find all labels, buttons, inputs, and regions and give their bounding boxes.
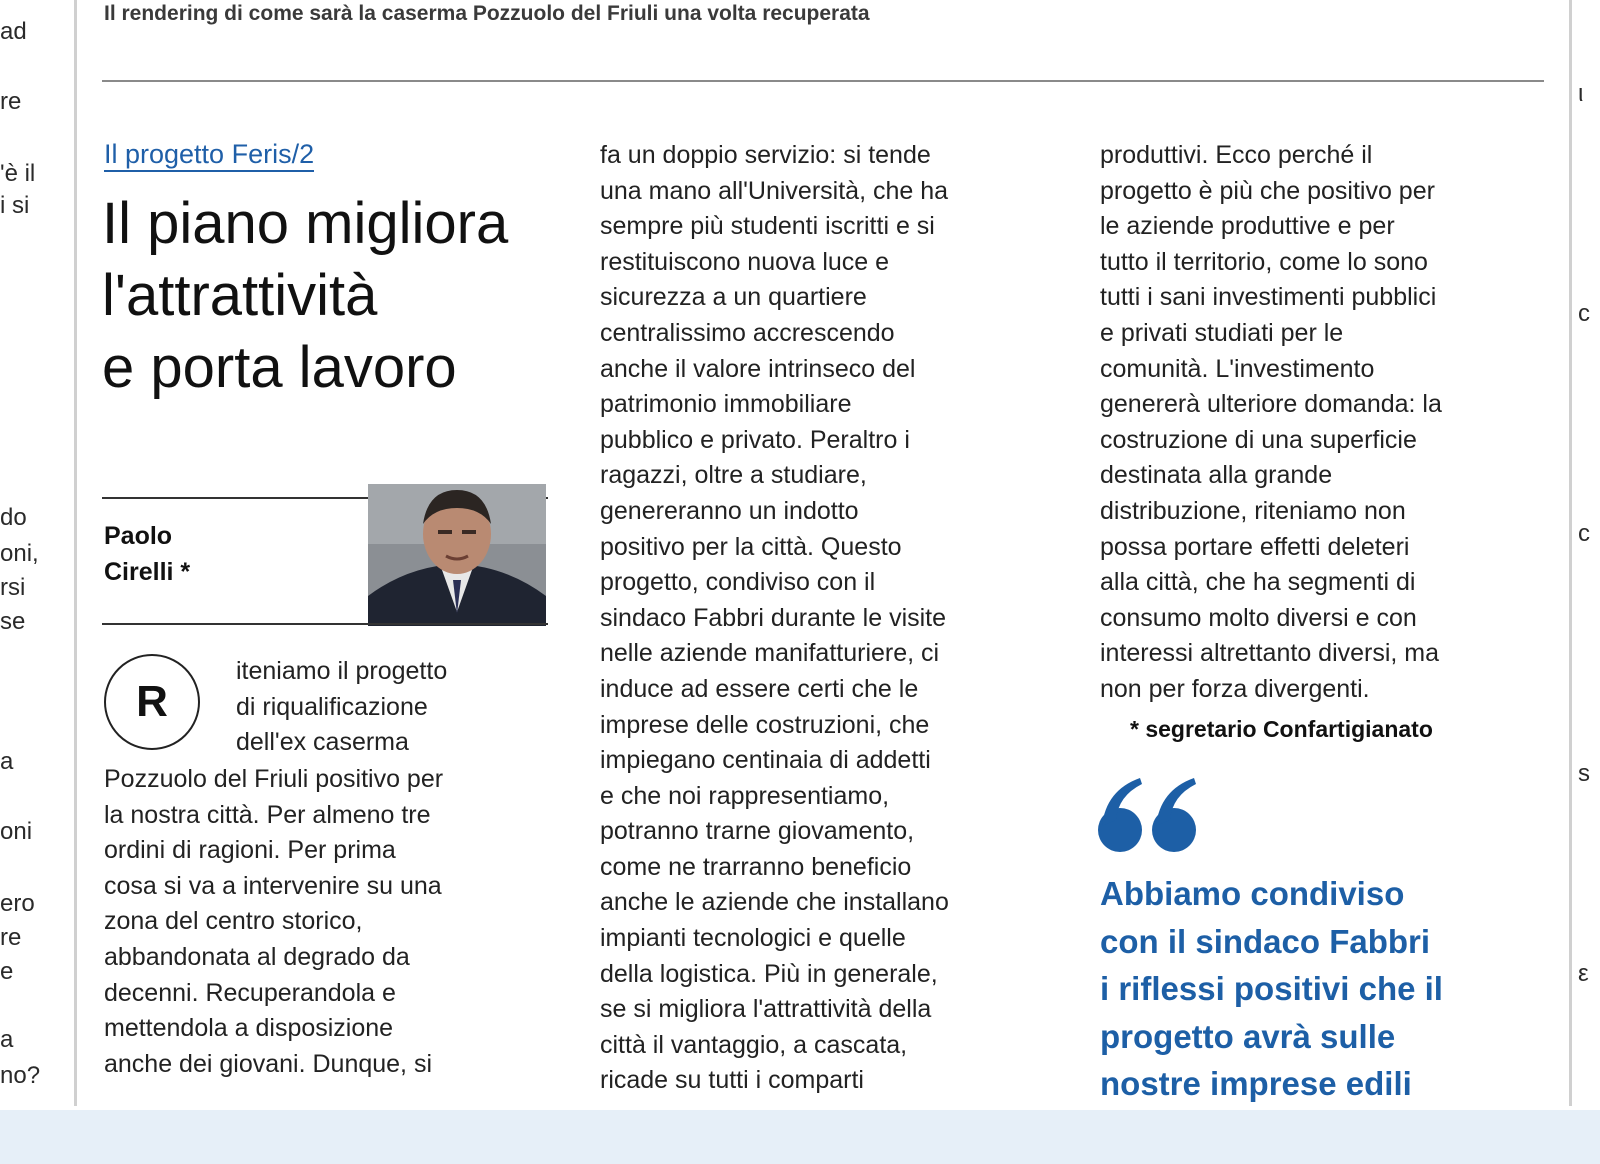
text-line: sempre più studenti iscritti e si	[600, 212, 935, 241]
text-line: sindaco Fabbri durante le visite	[600, 603, 947, 632]
text-line: possa portare effetti deleteri	[1100, 532, 1410, 561]
text-line: ragazzi, oltre a studiare,	[600, 461, 867, 490]
margin-fragment: a	[0, 748, 14, 775]
text-line: ordini di ragioni. Per prima	[104, 836, 396, 865]
text-line: sicurezza a un quartiere	[600, 283, 867, 312]
margin-fragment: ι	[1578, 80, 1584, 107]
text-line: non per forza divergenti.	[1100, 674, 1370, 703]
text-line: iteniamo il progetto	[236, 657, 448, 685]
margin-fragment: s	[1578, 760, 1590, 787]
column-3-body	[1100, 138, 1442, 708]
column-divider-right	[1569, 0, 1572, 1106]
text-line: destinata alla grande	[1100, 461, 1333, 490]
text-line: produttivi. Ecco perché il	[1100, 141, 1373, 169]
viewer-bottom-bar	[0, 1110, 1600, 1164]
headline-line: e porta lavoro	[102, 335, 457, 400]
text-line: interessi altrettanto diversi, ma	[1100, 639, 1440, 668]
pull-quote	[1100, 870, 1443, 1108]
article-headline	[102, 188, 562, 404]
text-line: positivo per la città. Questo	[600, 532, 902, 561]
author-portrait-illustration	[368, 484, 546, 626]
pull-quote-line: progetto avrà sulle	[1100, 1017, 1396, 1055]
text-line: imprese delle costruzioni, che	[600, 710, 930, 739]
author-first-name: Paolo	[104, 522, 173, 550]
margin-fragment: ε	[1578, 960, 1589, 987]
text-line: induce ad essere certi che le	[600, 674, 919, 703]
text-line: genererà ulteriore domanda: la	[1100, 390, 1442, 419]
text-line: e privati studiati per le	[1100, 318, 1344, 347]
text-line: alla città, che ha segmenti di	[1100, 568, 1416, 597]
text-line: pubblico e privato. Peraltro i	[600, 425, 910, 454]
pull-quote-line: i riflessi positivi che il	[1100, 970, 1443, 1007]
next-column-fragment	[1578, 0, 1600, 1104]
margin-fragment: e	[0, 958, 14, 985]
text-line: tutti i sani investimenti pubblici	[1100, 283, 1437, 312]
margin-fragment: a	[0, 1026, 14, 1053]
text-line: tutto il territorio, come lo sono	[1100, 247, 1428, 276]
headline-line: l'attrattività	[102, 263, 378, 328]
previous-column-fragment	[0, 0, 62, 1104]
photo-caption: Il rendering di come sarà la caserma Pozzuolo del Friuli una volta recuperata	[104, 2, 870, 25]
text-line: Pozzuolo del Friuli positivo per	[104, 765, 444, 793]
text-line: città il vantaggio, a cascata,	[600, 1030, 908, 1059]
text-line: dell'ex caserma	[236, 728, 409, 757]
margin-fragment: oni	[0, 818, 33, 845]
article-kicker[interactable]: Il progetto Feris/2	[104, 138, 314, 172]
text-line: come ne trarranno beneficio	[600, 852, 912, 881]
text-line: mettendola a disposizione	[104, 1014, 394, 1043]
text-line: zona del centro storico,	[104, 907, 363, 936]
text-line: comunità. L'investimento	[1100, 354, 1375, 383]
text-line: nelle aziende manifatturiere, ci	[600, 639, 940, 668]
section-divider	[102, 80, 1544, 82]
margin-fragment: re	[0, 88, 22, 115]
drop-cap: R	[104, 654, 200, 750]
margin-fragment: se	[0, 608, 26, 635]
margin-fragment: ad	[0, 18, 27, 45]
text-line: fa un doppio servizio: si tende	[600, 141, 931, 169]
text-line: una mano all'Università, che ha	[600, 176, 949, 205]
author-last-name: Cirelli *	[104, 558, 191, 586]
margin-fragment: re	[0, 924, 22, 951]
column-1-intro	[236, 654, 447, 761]
author-byline	[104, 518, 190, 590]
margin-fragment: c	[1578, 300, 1590, 327]
margin-fragment: i si	[0, 192, 30, 219]
text-line: anche il valore intrinseco del	[600, 354, 916, 383]
text-line: costruzione di una superficie	[1100, 425, 1417, 454]
text-line: anche le aziende che installano	[600, 888, 949, 917]
margin-fragment: c	[1578, 520, 1590, 547]
column-divider-left	[74, 0, 77, 1106]
text-line: progetto è più che positivo per	[1100, 176, 1435, 205]
text-line: potranno trarne giovamento,	[600, 817, 915, 846]
column-1-body	[104, 762, 443, 1082]
headline-line: Il piano migliora	[102, 191, 509, 256]
quote-mark-icon	[1096, 774, 1200, 854]
text-line: le aziende produttive e per	[1100, 212, 1395, 241]
margin-fragment: ero	[0, 890, 35, 917]
text-line: della logistica. Più in generale,	[600, 959, 938, 988]
text-line: la nostra città. Per almeno tre	[104, 800, 431, 829]
text-line: abbandonata al degrado da	[104, 942, 410, 971]
text-line: centralissimo accrescendo	[600, 318, 895, 347]
text-line: e che noi rappresentiamo,	[600, 781, 890, 810]
author-photo	[368, 484, 546, 626]
author-signature: * segretario Confartigianato	[1130, 716, 1433, 742]
text-line: distribuzione, riteniamo non	[1100, 496, 1406, 525]
text-line: genereranno un indotto	[600, 496, 859, 525]
text-line: patrimonio immobiliare	[600, 390, 852, 419]
pull-quote-line: con il sindaco Fabbri	[1100, 922, 1431, 960]
margin-fragment: oni,	[0, 540, 39, 567]
text-line: anche dei giovani. Dunque, si	[104, 1049, 433, 1078]
author-rule	[102, 623, 548, 625]
pull-quote-line: Abbiamo condiviso	[1100, 875, 1405, 912]
margin-fragment: no?	[0, 1062, 41, 1089]
text-line: di riqualificazione	[236, 692, 428, 721]
margin-fragment: 'è il	[0, 160, 36, 187]
text-line: impianti tecnologici e quelle	[600, 924, 906, 953]
text-line: cosa si va a intervenire su una	[104, 871, 442, 900]
text-line: ricade su tutti i comparti	[600, 1066, 864, 1095]
column-2-body	[600, 138, 949, 1099]
text-line: impiegano centinaia di addetti	[600, 746, 931, 775]
margin-fragment: do	[0, 504, 27, 531]
margin-fragment: rsi	[0, 574, 26, 601]
text-line: restituiscono nuova luce e	[600, 247, 890, 276]
text-line: consumo molto diversi e con	[1100, 603, 1417, 632]
text-line: decenni. Recuperandola e	[104, 978, 396, 1007]
text-line: se si migliora l'attrattività della	[600, 995, 932, 1024]
pull-quote-line: nostre imprese edili	[1100, 1065, 1412, 1102]
text-line: progetto, condiviso con il	[600, 568, 876, 597]
